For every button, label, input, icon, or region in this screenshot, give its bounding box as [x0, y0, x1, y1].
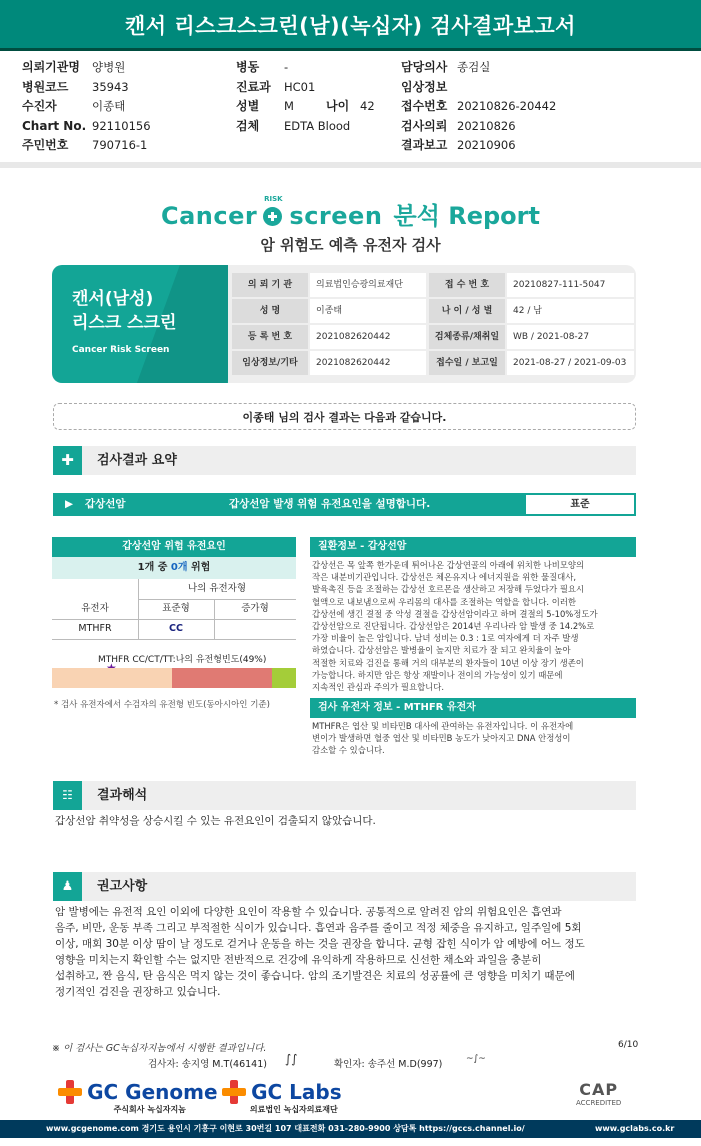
examiner-signature: ∫∫ — [285, 1052, 298, 1066]
cancer-description: 갑상선암 발생 위험 유전요인을 설명합니다. — [229, 498, 431, 510]
disease-info-header: 질환정보 - 갑상선암 — [310, 537, 636, 557]
frequency-label: MTHFR CC/CT/TT:나의 유전형빈도(49%) — [98, 655, 267, 665]
info-column-1 — [22, 56, 222, 154]
logo-risk: RISK — [264, 195, 283, 203]
info-row: 담당의사 종검실 — [401, 60, 491, 74]
risk-count-number: 0개 — [170, 562, 188, 573]
result-notice: 이종태 님의 검사 결과는 다음과 같습니다. — [53, 403, 636, 430]
col-standard: 표준형 — [162, 603, 190, 614]
confirmer: 확인자: 송주선 M.D(997) — [334, 1059, 443, 1070]
genotype-value: CC — [169, 623, 183, 634]
card-value: 20210827-111-5047 — [507, 273, 634, 297]
card-title-1: 캔서(남성) — [72, 289, 154, 309]
info-row: 진료과 HC01 — [236, 79, 316, 94]
logo-cancer: Cancer — [161, 202, 258, 230]
info-row: 성별 M 나이 42 — [236, 99, 375, 113]
section-divider — [0, 162, 701, 168]
card-value: 2021-08-27 / 2021-09-03 — [507, 351, 634, 375]
gc-cross-icon — [58, 1080, 82, 1104]
info-row: 검사의뢰 20210826 — [401, 118, 516, 133]
disease-info-text: 갑상선은 목 앞쪽 한가운데 튀어나온 갑상연골의 아래에 위치한 나비모양의 작은 내분비기관입니다. 갑상선은 체온유지나 에너지원을 위한 물질대사, 발육촉진 등을 조절하는 갑상선 호르몬을 생산하고 저장해 두었다가 필요시 혈액으로 내보냄으로써 우리몸의 대사를 조절하는 역할을 합니다. 이러한 갑상선에 생긴 결절 중 악성 결절을 갑상선암이라고 하며 결절의 5-10%정도가 갑상선암으로 진단됩니다. 갑상선암은 2014년 우리나라 암 발생 중 14.2%로 가장 비율이 높은 암입니다. 남녀 성비는 0.3 : 1로 여자에게 더 자주 발생 하였습니다. 갑상선암은 발병율이 높지만 치료가 잘 되고 완치율이 높아 적절한 치료와 검진을 통해 거의 대부분의 환자들이 10년 이상 장기 생존이 가능합니다. 하지만 암은 항상 재발이나 전이의 가능성이 있기 때문에 지속적인 관심과 주의가 필요합니다. — [312, 560, 598, 693]
card-label: 검체종류/채취일 — [429, 325, 505, 349]
info-row: 병동 - — [236, 60, 289, 74]
play-icon: ▶ — [65, 498, 74, 510]
summary-header — [53, 446, 636, 475]
card-brand — [52, 265, 228, 383]
gc-genome-logo: GC Genome 주식회사 녹십자지놈 — [58, 1080, 218, 1115]
info-row: 병원코드 35943 — [22, 79, 129, 94]
interpretation-text: 갑상선암 취약성을 상승시킬 수 있는 유전요인이 검출되지 않았습니다. — [55, 815, 376, 827]
gene-table — [52, 579, 296, 639]
card-label: 접 수 번 호 — [429, 273, 505, 297]
info-row: 접수번호 20210826-20442 — [401, 99, 557, 113]
frequency-footnote: * 검사 유전자에서 수검자의 유전형 빈도(동아시아인 기준) — [54, 700, 270, 710]
gene-table-header: 갑상선암 위험 유전요인 — [52, 537, 296, 557]
card-label: 성 명 — [232, 299, 308, 323]
risk-grade-badge: 표준 — [526, 495, 634, 514]
report-title: 캔서 리스크스크린(남)(녹십자) 검사결과보고서 — [0, 0, 701, 48]
card-value: 의료법인승광의료재단 — [310, 273, 426, 297]
frequency-segment — [52, 668, 172, 688]
info-row: 임상정보 — [401, 79, 448, 94]
age-value: 42 — [360, 99, 375, 113]
info-column-2 — [236, 56, 396, 134]
advice-header — [53, 872, 636, 901]
logo-analysis: 분석 Report — [393, 202, 540, 230]
risk-count: 1개 중 0개 위험 — [52, 557, 296, 579]
card-value: 이종태 — [310, 299, 426, 323]
advice-text: 암 발병에는 유전적 요인 이외에 다양한 요인이 작용할 수 있습니다. 공통적으로 알려진 암의 위험요인은 흡연과 음주, 비만, 운동 부족 그리고 부적절한 식이가 있습니다. 흡연과 음주를 줄이고 적정 체중을 유지하고, 일주일에 5회 이상, 매회 30분 이상 땀이 날 정도로 걷거나 운동을 하는 것을 권장을 합니다. 균형 잡힌 식이가 암 예방에 어느 정도 영향을 미치는지 확인할 수는 없지만 전반적으로 건강에 유익하게 작용하므로 신선한 채소와 과일을 충분히 섭취하고, 짠 음식, 탄 음식은 먹지 않는 것이 좋습니다. 암의 조기발견은 치료의 성공률에 큰 영향을 미치기 때문에 정기적인 검진을 권장하고 있습니다. — [55, 906, 585, 998]
cancer-name: 갑상선암 — [85, 498, 126, 510]
frequency-segment — [272, 668, 296, 688]
col-gene: 유전자 — [81, 603, 109, 614]
gc-labs-logo: GC Labs 의료법인 녹십자의료재단 — [222, 1080, 342, 1115]
title-underline — [0, 48, 701, 51]
gene-info-text: MTHFR은 엽산 및 비타민B 대사에 관여하는 유전자입니다. 이 유전자에 변이가 발생하면 혈중 엽산 및 비타민B 농도가 낮아지고 DNA 안정성이 감소할 수 있습니다. — [312, 721, 574, 756]
person-advice-icon: ♟ — [53, 872, 82, 901]
report-subtitle: 암 위험도 예측 유전자 검사 — [260, 236, 441, 254]
age-label: 나이 — [326, 99, 350, 113]
footer-website: www.gclabs.co.kr — [595, 1124, 675, 1133]
info-row: 의뢰기관명 양병원 — [22, 60, 126, 74]
card-title-en: Cancer Risk Screen — [72, 345, 170, 355]
card-label: 의 뢰 기 관 — [232, 273, 308, 297]
frequency-bar — [52, 668, 296, 688]
info-row: 결과보고 20210906 — [401, 138, 516, 152]
risk-icon — [262, 195, 284, 227]
info-row: 검체 EDTA Blood — [236, 118, 351, 133]
gc-cross-icon — [222, 1080, 246, 1104]
interpretation-header — [53, 781, 636, 810]
patient-info-table — [232, 273, 634, 377]
frequency-segment — [172, 668, 272, 688]
footer-note: ※ 이 검사는 GC녹십자지놈에서 시행한 결과입니다. — [52, 1043, 267, 1054]
card-value: 2021082620442 — [310, 325, 426, 349]
col-increased: 증가형 — [241, 603, 269, 614]
card-label: 나 이 / 성 별 — [429, 299, 505, 323]
footer-bar — [0, 1120, 701, 1138]
card-label: 임상정보/기타 — [232, 351, 308, 375]
card-label: 등 록 번 호 — [232, 325, 308, 349]
plus-document-icon: ✚ — [53, 446, 82, 475]
card-value: 2021082620442 — [310, 351, 426, 375]
logo-screen: screen — [289, 202, 383, 230]
summary-title: 검사결과 요약 — [97, 453, 177, 468]
info-row: 주민번호 790716-1 — [22, 138, 148, 152]
gene-name: MTHFR — [78, 623, 112, 634]
advice-title: 권고사항 — [97, 879, 148, 894]
examiner: 검사자: 송지영 M.T(46141) — [148, 1059, 267, 1070]
gene-info-header: 검사 유전자 정보 - MTHFR 유전자 — [310, 698, 636, 718]
clipboard-icon: ☷ — [53, 781, 82, 810]
card-value: 42 / 남 — [507, 299, 634, 323]
confirmer-signature: ~∫~ — [466, 1054, 486, 1064]
interpretation-title: 결과해석 — [97, 788, 148, 803]
page-number: 6/10 — [618, 1040, 639, 1050]
my-genotype-header: 나의 유전자형 — [187, 583, 247, 594]
info-row: 수진자 이종태 — [22, 99, 126, 113]
report-logo — [0, 196, 701, 231]
cap-accredited-logo: CAP ACCREDITED — [576, 1080, 622, 1107]
info-row: Chart No. 92110156 — [22, 118, 151, 133]
footer-address: www.gcgenome.com 경기도 용인시 기흥구 이현로 30번길 107 대표전화 031-280-9900 상담톡 https://gccs.channel.io/ — [46, 1124, 525, 1133]
card-title-2: 리스크 스크린 — [72, 313, 177, 333]
info-column-3 — [401, 56, 601, 154]
card-value: WB / 2021-08-27 — [507, 325, 634, 349]
card-label: 접수일 / 보고일 — [429, 351, 505, 375]
